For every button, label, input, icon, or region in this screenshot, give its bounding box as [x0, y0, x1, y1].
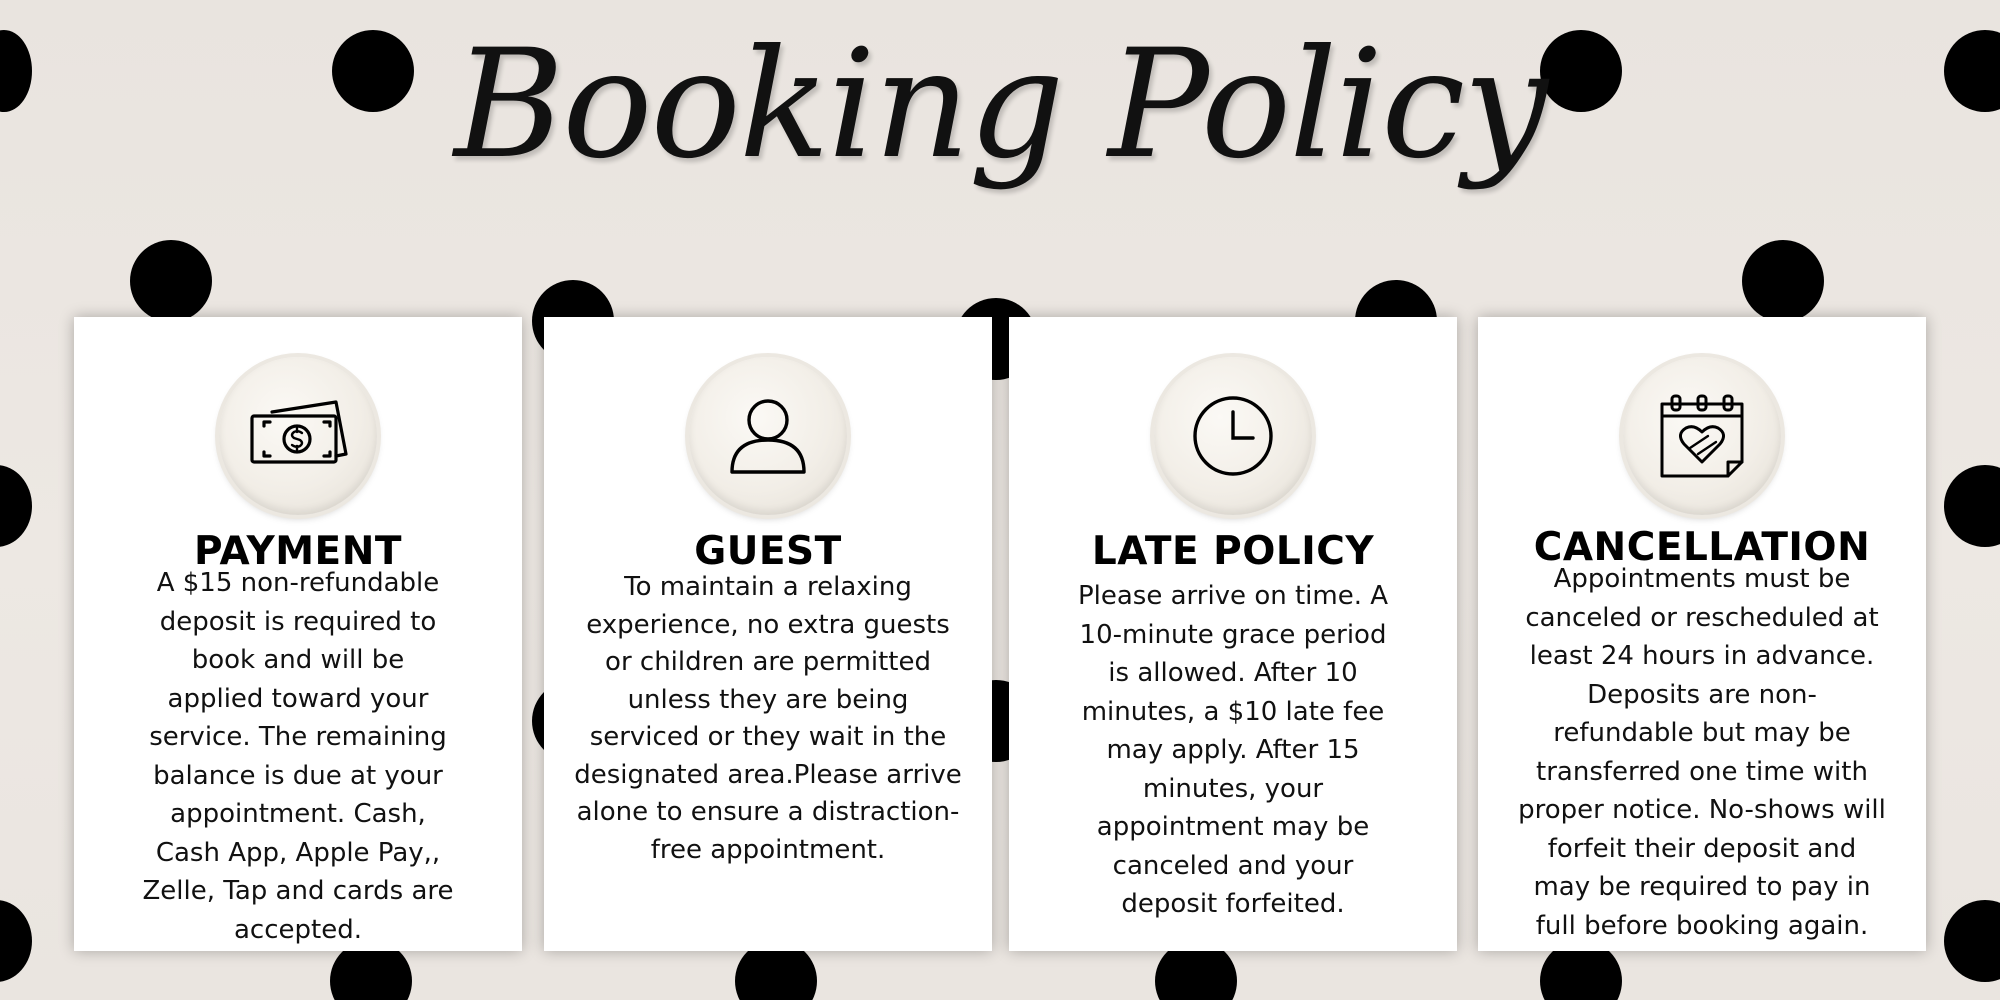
- card-title: GUEST: [694, 529, 842, 574]
- calendar-heart-icon: [1648, 382, 1756, 490]
- late-policy-card: [1009, 317, 1457, 951]
- payment-card: [74, 317, 522, 951]
- card-text: Appointments must be canceled or rescheduled at least 24 hours in advance. Deposits are non- refundable but may be transferred one time with proper notice. No-shows will forfeit their deposit and may be required to pay in full before booking again.: [1518, 564, 1886, 941]
- polka-dot: [0, 900, 32, 982]
- card-title: PAYMENT: [194, 529, 402, 574]
- page-title: Booking Policy: [454, 18, 1546, 192]
- polka-dot: [130, 240, 212, 322]
- card-text: To maintain a relaxing experience, no extra guests or children are permitted unless they are being serviced or they wait in the designated area.Please arrive alone to ensure a distraction- free appointment.: [574, 572, 962, 865]
- polka-dot: [1944, 900, 2000, 982]
- polka-dot: [1944, 465, 2000, 547]
- card-title: CANCELLATION: [1533, 525, 1871, 570]
- wax-seal: [1154, 357, 1312, 515]
- card-text: A $15 non-refundable deposit is required to book and will be applied toward your service. The remaining balance is due at your appointment. Cash, Cash App, Apple Pay,, Zelle, Tap and cards are accepted.: [142, 568, 454, 945]
- wax-seal: [219, 357, 377, 515]
- money-icon: [244, 382, 352, 490]
- card-text: Please arrive on time. A 10-minute grace period is allowed. After 10 minutes, a $10 late fee may apply. After 15 minutes, your appointment may be canceled and your deposit forfeited.: [1077, 581, 1389, 919]
- card-title: LATE POLICY: [1091, 529, 1375, 574]
- wax-seal: [689, 357, 847, 515]
- guest-card: [544, 317, 992, 951]
- wax-seal: [1623, 357, 1781, 515]
- polka-dot: [0, 465, 32, 547]
- person-icon: [714, 382, 822, 490]
- clock-icon: [1179, 382, 1287, 490]
- cancellation-card: [1478, 317, 1926, 951]
- polka-dot: [1742, 240, 1824, 322]
